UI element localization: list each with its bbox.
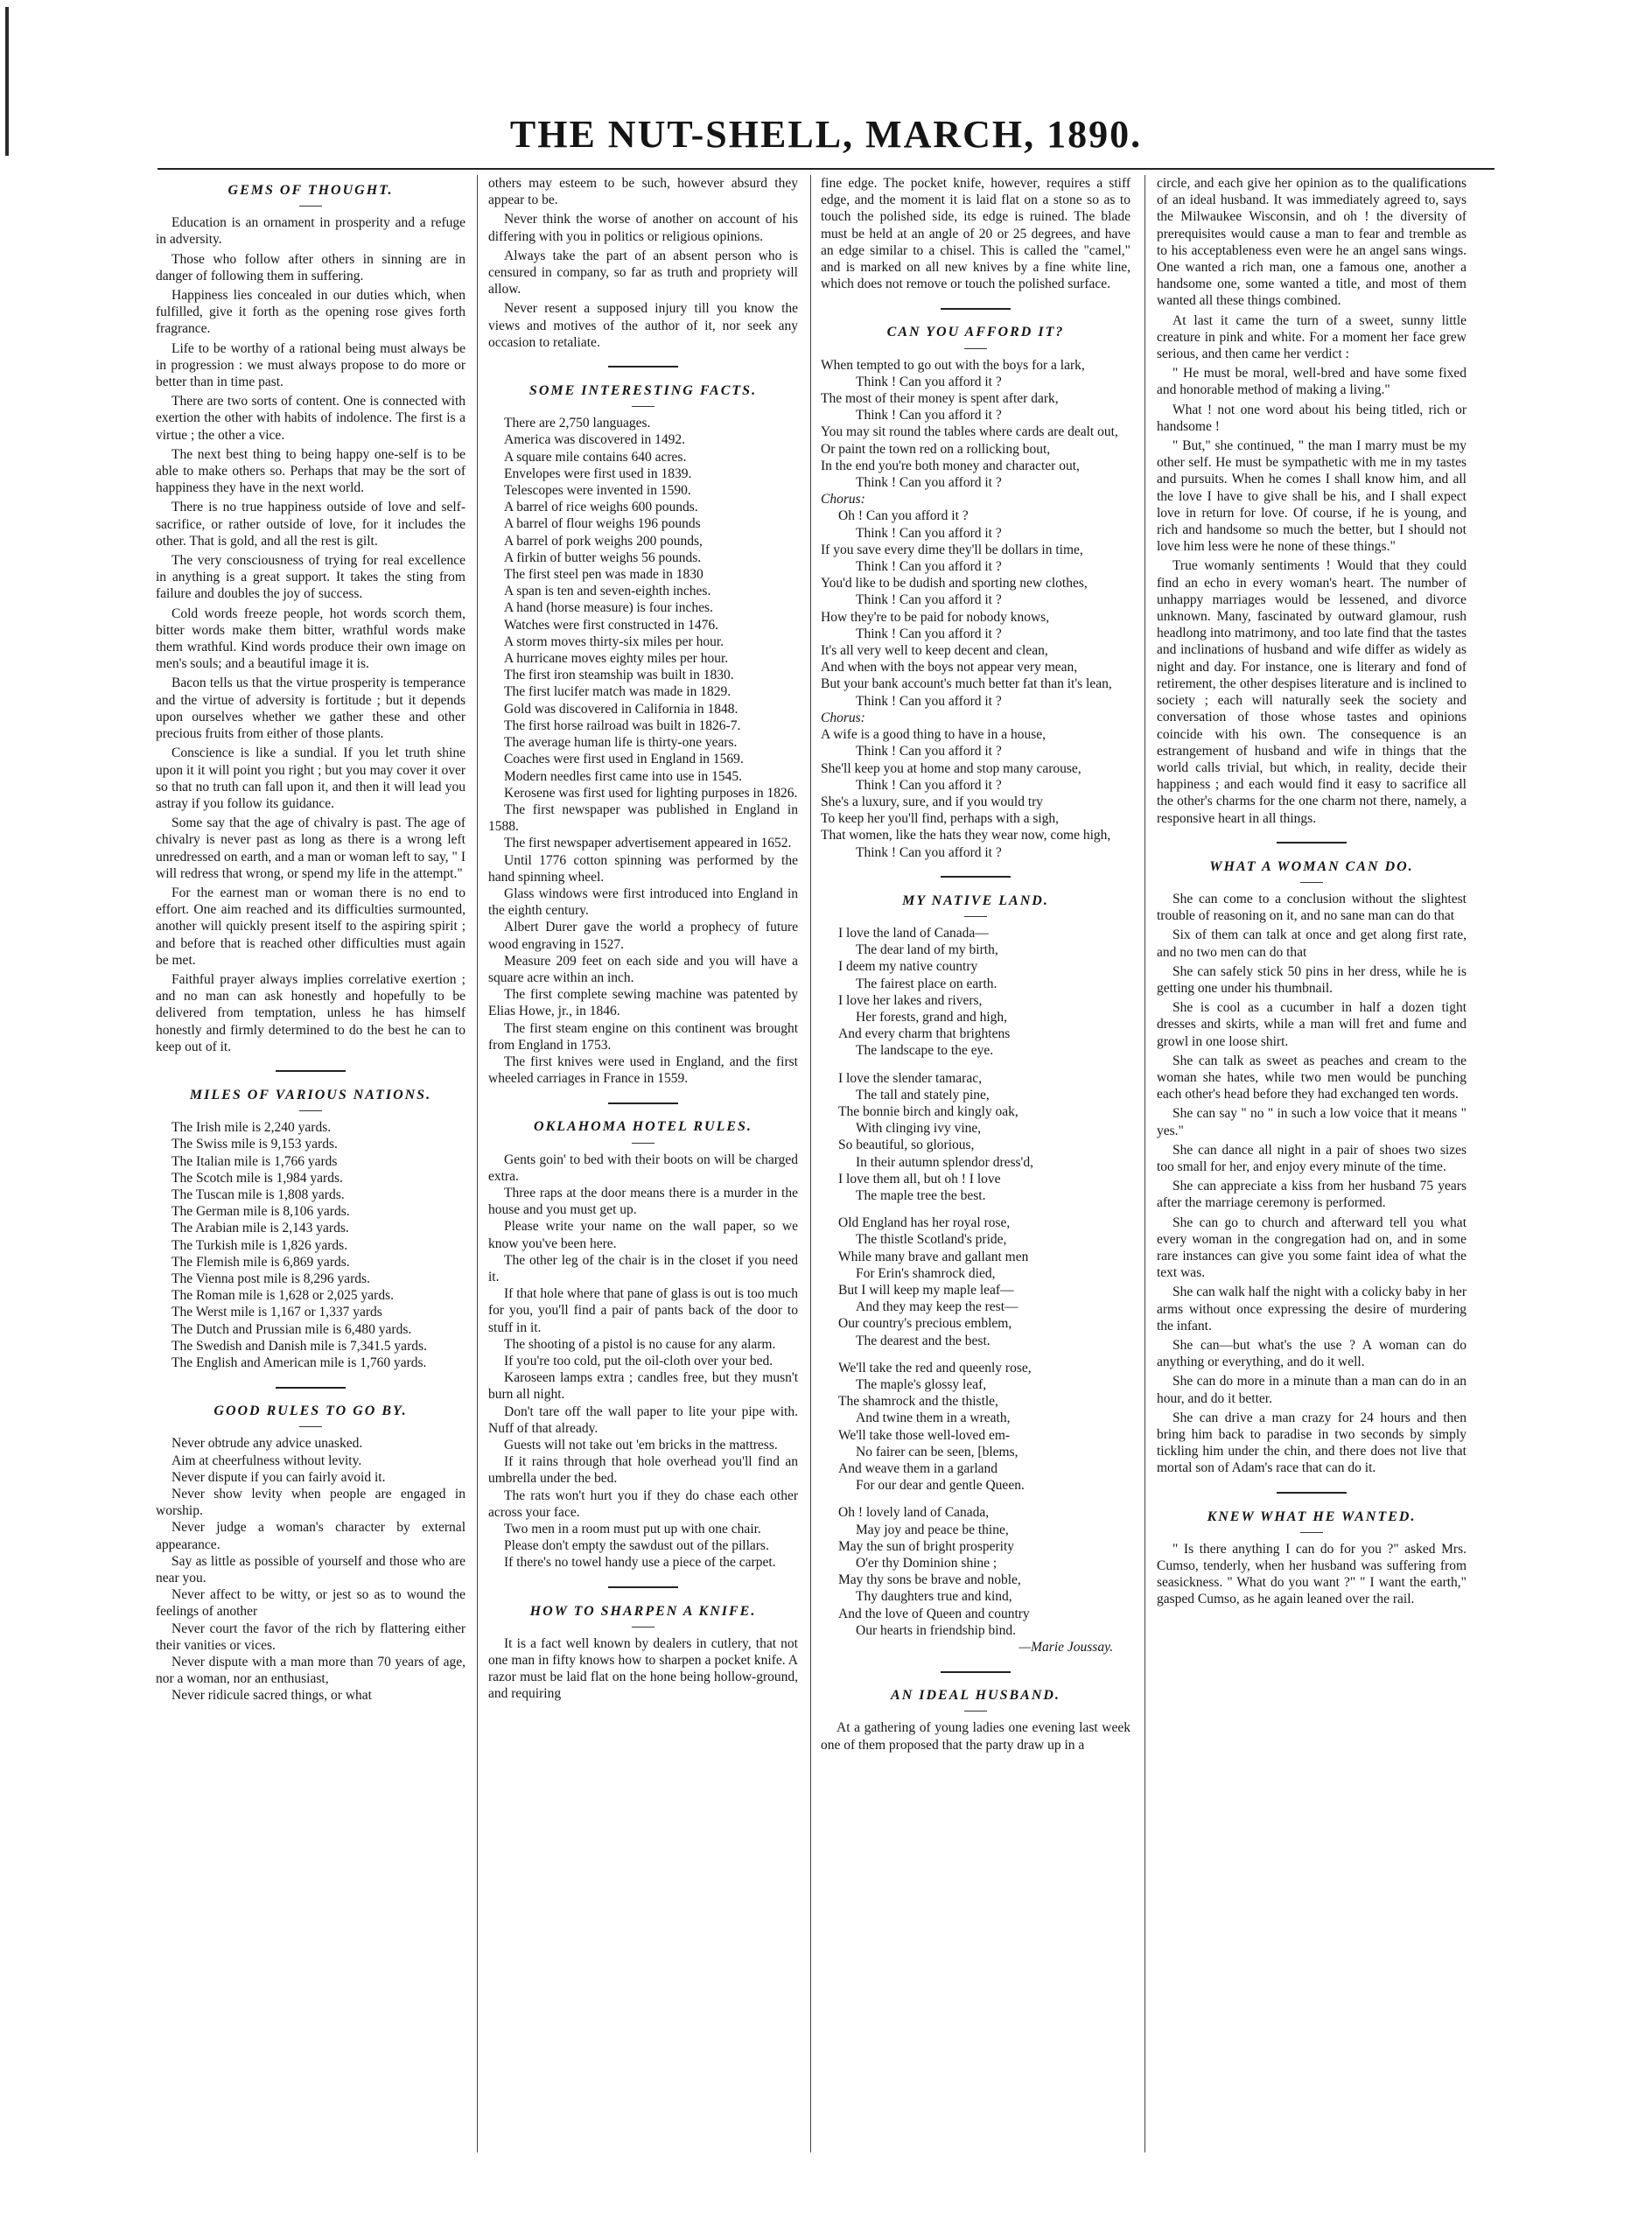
heading-dash	[488, 1139, 798, 1146]
section-separator	[488, 1584, 798, 1591]
rules-heading: GOOD RULES TO GO BY.	[214, 1404, 408, 1419]
chorus-label: Chorus:	[821, 710, 865, 725]
text-paragraph: She can safely stick 50 pins in her dress, while he is getting one under his thumbnail.	[1157, 963, 1466, 996]
verse-line: If you save every dime they'll be dollars in time,	[821, 542, 1083, 557]
text-paragraph: A storm moves thirty-six miles per hour.	[504, 634, 724, 649]
wanted-heading: KNEW WHAT HE WANTED.	[1207, 1508, 1417, 1524]
text-paragraph: She can come to a conclusion without the slightest trouble of reasoning on it, and no sane man can do that	[1157, 891, 1466, 924]
verse-line: Think ! Can you afford it ?	[856, 693, 1002, 709]
verse-line: The thistle Scotland's pride,	[856, 1232, 1007, 1248]
verse-line: We'll take the red and queenly rose,	[838, 1360, 1032, 1376]
knife-continued: fine edge. The pocket knife, however, requires a stiff edge, and the moment it is laid flat on a stone so as to touch the polished side, its edge is ruined. The blade must be held at an angle of 20 or 25 degrees, and have an edge similar to a chisel. This is called the "camel," and is marked on all new knives by a fine white line, which does not remove or touch the polished surface.	[821, 176, 1130, 292]
stanza-gap	[821, 1204, 1130, 1214]
verse-line: And every charm that brightens	[838, 1026, 1011, 1042]
verse-line: I love her lakes and rivers,	[838, 992, 983, 1008]
text-paragraph: Life to be worthy of a rational being must always be in progression : we must always propose to do more or better than in time past.	[156, 340, 466, 390]
text-paragraph: The German mile is 8,106 yards.	[172, 1204, 350, 1220]
gems-list	[156, 214, 466, 1055]
verse-line: With clinging ivy vine,	[856, 1121, 982, 1137]
land-poem	[821, 925, 1130, 1639]
text-paragraph: Until 1776 cotton spinning was performed by the hand spinning wheel.	[488, 852, 798, 885]
text-paragraph: " But," she continued, " the man I marry must be my other self. He must be sympathetic with me in my tastes and pursuits. When he comes I shall know him, and all the love I have to give shall be his, and I shall expect love in return for love. Of course, if he is young, and rich and handsome so much the better, but I should not love him less were he none of these things."	[1157, 438, 1466, 555]
heading-dash	[156, 1107, 466, 1114]
text-paragraph: Measure 209 feet on each side and you will have a square acre within an inch.	[488, 953, 798, 985]
verse-line: Think ! Can you afford it ?	[856, 744, 1002, 760]
text-paragraph: The next best thing to being happy one-self is to be able to make others so. Perhaps that may be the sort of happiness they have in the next world.	[156, 446, 466, 496]
text-paragraph: She is cool as a cucumber in half a dozen tight dresses and skirts, while a man will fret and fume and growl in one loose shirt.	[1157, 1000, 1466, 1049]
verse-line: Think ! Can you afford it ?	[856, 592, 1002, 608]
masthead-rule	[158, 168, 1494, 170]
verse-line: Think ! Can you afford it ?	[856, 559, 1002, 575]
text-paragraph: Gents goin' to bed with their boots on will be charged extra.	[488, 1152, 798, 1184]
verse-line: And when with the boys not appear very mean,	[821, 660, 1078, 676]
text-paragraph: She can go to church and afterward tell you what every woman in the congregation had on, and in some rare instances can give you some faint idea of what the text was.	[1157, 1214, 1466, 1281]
text-paragraph: A barrel of flour weighs 196 pounds	[504, 516, 701, 532]
text-paragraph: The Italian mile is 1,766 yards	[172, 1153, 338, 1169]
verse-line: For Erin's shamrock died,	[856, 1265, 996, 1281]
verse-line: In their autumn splendor dress'd,	[856, 1154, 1033, 1170]
text-paragraph: The very consciousness of trying for real excellence in anything is a great support. It takes the sting from failure and doubles the joy of success.	[156, 553, 466, 602]
text-paragraph: The first complete sewing machine was patented by Elias Howe, jr., in 1846.	[488, 987, 798, 1019]
verse-line: And weave them in a garland	[838, 1461, 998, 1477]
text-paragraph: America was discovered in 1492.	[504, 432, 686, 448]
woman-heading: WHAT A WOMAN CAN DO.	[1209, 858, 1414, 874]
rules-continued	[488, 175, 798, 351]
text-paragraph: The Tuscan mile is 1,808 yards.	[172, 1186, 345, 1202]
knife-paragraph: It is a fact well known by dealers in cutlery, that not one man in fifty knows how to sharpen a pocket knife. A razor must be laid flat on the hone being hollow-ground, and requiring	[488, 1635, 798, 1702]
text-paragraph: Some say that the age of chivalry is past. The age of chivalry is never past as long as there is a wrong left unredressed on earth, and a man or woman left to say, " I will redress that wrong, or spend my life in the attempt."	[156, 816, 466, 881]
verse-line: The most of their money is spent after dark,	[821, 391, 1059, 407]
text-paragraph: Envelopes were first used in 1839.	[504, 466, 692, 481]
verse-line: The tall and stately pine,	[856, 1087, 990, 1102]
text-paragraph: A firkin of butter weighs 56 pounds.	[504, 550, 702, 565]
verse-line: A wife is a good thing to have in a house,	[821, 727, 1046, 743]
verse-line: In the end you're both money and character out,	[821, 458, 1080, 473]
text-paragraph: Never dispute with a man more than 70 years of age, nor a woman, nor an enthusiast,	[156, 1655, 466, 1687]
verse-line: Our country's precious emblem,	[838, 1316, 1012, 1332]
verse-line: Or paint the town red on a rollicking bout,	[821, 441, 1051, 457]
text-paragraph: She can—but what's the use ? A woman can do anything or everything, and do it well.	[1157, 1338, 1466, 1370]
text-paragraph: She can walk half the night with a colicky baby in her arms without once expressing the desire of murdering the infant.	[1157, 1284, 1466, 1334]
verse-line: Think ! Can you afford it ?	[856, 374, 1002, 389]
text-paragraph: Bacon tells us that the virtue prosperity is temperance and the virtue of adversity is fortitude ; but it depends upon ourselves whether we gather these and other precious fruits from either of those plants.	[156, 676, 466, 742]
hotel-heading: OKLAHOMA HOTEL RULES.	[534, 1119, 752, 1135]
verse-line: Think ! Can you afford it ?	[856, 475, 1002, 491]
text-paragraph: There are 2,750 languages.	[504, 416, 651, 431]
verse-line: May the sun of bright prosperity	[838, 1538, 1015, 1554]
text-paragraph: She can dance all night in a pair of shoes two sizes too small for her, and enjoy every minute of the time.	[1157, 1142, 1466, 1174]
text-paragraph: There are two sorts of content. One is connected with exertion the other with habits of indolence. The first is a virtue ; the other a vice.	[156, 394, 466, 443]
text-paragraph: Kerosene was first used for lighting purposes in 1826.	[504, 785, 798, 801]
verse-line: For our dear and gentle Queen.	[856, 1478, 1025, 1494]
knife-heading: HOW TO SHARPEN A KNIFE.	[529, 1603, 757, 1619]
text-paragraph: The first lucifer match was made in 1829.	[504, 684, 732, 700]
verse-line: Old England has her royal rose,	[838, 1215, 1011, 1231]
verse-line: May thy sons be brave and noble,	[838, 1572, 1021, 1588]
text-paragraph: The Flemish mile is 6,869 yards.	[172, 1254, 350, 1270]
verse-line: We'll take those well-loved em-	[838, 1427, 1011, 1443]
text-paragraph: Never court the favor of the rich by flattering either their vanities or vices.	[156, 1620, 466, 1653]
text-paragraph: A hand (horse measure) is four inches.	[504, 600, 713, 616]
text-paragraph: The Swiss mile is 9,153 yards.	[172, 1137, 338, 1152]
text-paragraph: Never dispute if you can fairly avoid it.	[172, 1469, 386, 1485]
verse-line: So beautiful, so glorious,	[838, 1138, 975, 1153]
text-paragraph: She can talk as sweet as peaches and cream to the woman she hates, while two men would be punching each other's head before they had exchanged ten words.	[1157, 1053, 1466, 1102]
section-separator	[488, 363, 798, 370]
text-paragraph: Aim at cheerfulness without levity.	[172, 1452, 362, 1468]
verse-line: Our hearts in friendship bind.	[856, 1622, 1016, 1638]
verse-line: The maple's glossy leaf,	[856, 1377, 987, 1392]
text-paragraph: She can drive a man crazy for 24 hours and then bring him back to paradise in two seconds by simply tickling him under the chin, and there does not live that mortal son of Adam's race that can do it.	[1157, 1410, 1466, 1476]
verse-line: But I will keep my maple leaf—	[838, 1282, 1014, 1298]
gems-heading: GEMS OF THOUGHT.	[228, 183, 394, 198]
text-paragraph: The first newspaper advertisement appeared in 1652.	[504, 836, 792, 851]
text-paragraph: At last it came the turn of a sweet, sunny little creature in pink and white. For a moment her face grew serious, and then came her verdict :	[1157, 312, 1466, 362]
text-paragraph: " He must be moral, well-bred and have some fixed and honorable method of making a living."	[1157, 366, 1466, 398]
text-paragraph: Never think the worse of another on account of his differing with you in politics or religious opinions.	[488, 212, 798, 244]
verse-line: I deem my native country	[838, 959, 978, 975]
text-paragraph: The Irish mile is 2,240 yards.	[172, 1120, 332, 1136]
verse-line: And they may keep the rest—	[856, 1299, 1018, 1315]
verse-line: How they're to be paid for nobody knows,	[821, 609, 1050, 625]
woman-list	[1157, 891, 1466, 1477]
husband-heading: AN IDEAL HUSBAND.	[891, 1688, 1060, 1704]
text-paragraph: Faithful prayer always implies correlative exertion ; and no man can ask honestly and hopefully to be delivered from temptation, unless he has himself honestly and firmly determined to do the best he can to keep out of it.	[156, 971, 466, 1054]
stanza-gap	[821, 1349, 1130, 1360]
text-paragraph: A barrel of rice weighs 600 pounds.	[504, 500, 698, 515]
afford-heading: CAN YOU AFFORD IT?	[886, 325, 1065, 340]
column-3	[821, 175, 1130, 2152]
text-paragraph: The Turkish mile is 1,826 yards.	[172, 1237, 348, 1253]
text-paragraph: The first horse railroad was built in 1826-7.	[504, 718, 741, 733]
text-paragraph: If that hole where that pane of glass is out is too much for you, you'll find a pair of pants back of the door to stuff in it.	[488, 1286, 798, 1335]
text-paragraph: Always take the part of an absent person who is censured in company, so far as truth and propriety will allow.	[488, 248, 798, 298]
verse-line: The dearest and the best.	[856, 1333, 990, 1348]
verse-line: That women, like the hats they wear now, come high,	[821, 828, 1111, 844]
text-paragraph: Never ridicule sacred things, or what	[172, 1688, 372, 1704]
chorus-label: Chorus:	[821, 492, 865, 508]
text-paragraph: Those who follow after others in sinning are in danger of following them in suffering.	[156, 251, 466, 284]
miles-list	[156, 1119, 466, 1371]
verse-line: But your bank account's much better fat than it's lean,	[821, 676, 1112, 692]
verse-line: I love the slender tamarac,	[838, 1070, 982, 1086]
afford-poem	[821, 357, 1130, 861]
text-paragraph: If there's no towel handy use a piece of the carpet.	[504, 1555, 776, 1571]
verse-line: And twine them in a wreath,	[856, 1410, 1011, 1426]
text-paragraph: The first iron steamship was built in 1830.	[504, 668, 734, 683]
heading-dash	[1157, 1529, 1466, 1536]
verse-line: The dear land of my birth,	[856, 942, 998, 958]
verse-line: Think ! Can you afford it ?	[856, 408, 1002, 424]
text-paragraph: Never affect to be witty, or jest so as to wound the feelings of another	[156, 1587, 466, 1620]
text-paragraph: The first newspaper was published in England in 1588.	[488, 802, 798, 835]
text-paragraph: Two men in a room must put up with one chair.	[504, 1522, 761, 1537]
text-paragraph: What ! not one word about his being titled, rich or handsome !	[1157, 402, 1466, 434]
column-2	[488, 175, 798, 2152]
verse-line: The fairest place on earth.	[856, 976, 998, 991]
text-paragraph: Watches were first constructed in 1476.	[504, 617, 718, 633]
text-paragraph: Coaches were first used in England in 1569.	[504, 752, 744, 767]
text-paragraph: Education is an ornament in prosperity and a refuge in adversity.	[156, 215, 466, 248]
section-separator	[488, 1099, 798, 1106]
wanted-paragraph: " Is there anything I can do for you ?" asked Mrs. Cumso, tenderly, when her husband was suffering from seasickness. " What do you want ?" " I want the earth," gasped Cumso, as he again leaned over the rail.	[1157, 1541, 1466, 1607]
section-separator	[1157, 839, 1466, 846]
verse-line: Think ! Can you afford it ?	[856, 525, 1002, 541]
section-separator	[821, 1668, 1130, 1675]
verse-line: When tempted to go out with the boys for a lark,	[821, 357, 1085, 373]
text-paragraph: The Swedish and Danish mile is 7,341.5 yards.	[172, 1338, 427, 1354]
text-paragraph: Modern needles first came into use in 1545.	[504, 768, 743, 784]
text-paragraph: She can do more in a minute than a man can do in an hour, and do it better.	[1157, 1374, 1466, 1406]
heading-dash	[156, 202, 466, 209]
husband-paragraph: At a gathering of young ladies one evening last week one of them proposed that the party draw up in a	[821, 1720, 1130, 1753]
text-paragraph: A square mile contains 640 acres.	[504, 449, 687, 465]
text-paragraph: If you're too cold, put the oil-cloth over your bed.	[504, 1354, 774, 1368]
text-paragraph: A barrel of pork weighs 200 pounds,	[504, 533, 703, 549]
text-paragraph: Never show levity when people are engaged in worship.	[156, 1487, 466, 1519]
text-paragraph: Please write your name on the wall paper, so we know you've been here.	[488, 1219, 798, 1251]
text-paragraph: The shooting of a pistol is no cause for any alarm.	[504, 1336, 776, 1352]
verse-line: While many brave and gallant men	[838, 1249, 1029, 1264]
miles-heading: MILES OF VARIOUS NATIONS.	[189, 1087, 432, 1102]
hotel-list	[488, 1152, 798, 1572]
text-paragraph: Karoseen lamps extra ; candles free, but they musn't burn all night.	[488, 1370, 798, 1403]
verse-line: Think ! Can you afford it ?	[856, 777, 1002, 793]
heading-dash	[821, 913, 1130, 920]
verse-line: The landscape to the eye.	[856, 1043, 994, 1059]
text-paragraph: A span is ten and seven-eighth inches.	[504, 584, 711, 599]
text-paragraph: The rats won't hurt you if they do chase each other across your face.	[488, 1488, 798, 1520]
verse-line: She's a luxury, sure, and if you would try	[821, 794, 1044, 809]
section-separator	[1157, 1489, 1466, 1496]
text-paragraph: The Vienna post mile is 8,296 yards.	[172, 1270, 370, 1286]
text-paragraph: Albert Durer gave the world a prophecy of future wood engraving in 1527.	[488, 920, 798, 952]
land-heading: MY NATIVE LAND.	[902, 892, 1049, 908]
text-paragraph: Never obtrude any advice unasked.	[172, 1436, 363, 1452]
text-paragraph: Conscience is like a sundial. If you let truth shine upon it it will point you right ; but you may cover it over so that no truth can fall upon it, and then it will lead you astray if you follow its guidance.	[156, 746, 466, 811]
text-paragraph: For the earnest man or woman there is no end to effort. One aim reached and its difficulties surmounted, another will quickly present itself to the aspiring spirit ; and before that is reached other difficulties must again be met.	[156, 885, 466, 968]
text-paragraph: Please don't empty the sawdust out of the pillars.	[504, 1538, 769, 1554]
columns	[156, 175, 1494, 2152]
column-divider	[1144, 175, 1145, 2152]
text-paragraph: If it rains through that hole overhead you'll find an umbrella under the bed.	[488, 1454, 798, 1487]
section-separator	[821, 304, 1130, 312]
text-paragraph: The average human life is thirty-one years.	[504, 735, 738, 751]
text-paragraph: The first knives were used in England, and the first wheeled carriages in France in 1559.	[488, 1054, 798, 1087]
verse-line: Oh ! Can you afford it ?	[838, 508, 969, 524]
text-paragraph: Six of them can talk at once and get along first rate, and no two men can do that	[1157, 928, 1466, 960]
text-paragraph: A hurricane moves eighty miles per hour.	[504, 651, 729, 667]
facts-list	[488, 415, 798, 1087]
verse-line: Think ! Can you afford it ?	[856, 844, 1002, 860]
verse-line: The maple tree the best.	[856, 1187, 986, 1203]
text-paragraph: Never judge a woman's character by external appearance.	[156, 1520, 466, 1552]
text-paragraph: Gold was discovered in California in 1848.	[504, 701, 738, 717]
rules-list	[156, 1435, 466, 1704]
verse-line: I love them all, but oh ! I love	[838, 1171, 1001, 1186]
verse-line: Her forests, grand and high,	[856, 1009, 1008, 1025]
heading-dash	[821, 1707, 1130, 1714]
verse-line: The shamrock and the thistle,	[838, 1394, 998, 1410]
text-paragraph: Cold words freeze people, hot words scorch them, bitter words make them bitter, wrathful words make them wrathful. Kind words produce their own image on men's souls; and a beautiful image it is.	[156, 606, 466, 672]
text-paragraph: She can say " no " in such a low voice that it means " yes."	[1157, 1106, 1466, 1138]
text-paragraph: She can appreciate a kiss from her husband 75 years after the marriage ceremony is performed.	[1157, 1179, 1466, 1211]
heading-dash	[488, 1623, 798, 1630]
verse-line: The bonnie birch and kingly oak,	[838, 1103, 1018, 1119]
verse-line: It's all very well to keep decent and clean,	[821, 643, 1048, 659]
verse-line: To keep her you'll find, perhaps with a sigh,	[821, 811, 1060, 827]
text-paragraph: The other leg of the chair is in the closet if you need it.	[488, 1252, 798, 1284]
facts-heading: SOME INTERESTING FACTS.	[528, 383, 758, 399]
column-divider	[477, 175, 478, 2152]
verse-line: You may sit round the tables where cards are dealt out,	[821, 424, 1118, 440]
text-paragraph: circle, and each give her opinion as to the qualifications of an ideal husband. It was immediately agreed to, says the Milwaukee Wisconsin, and oh ! the diversity of prerequisites would cause a man to fear and tremble as to his acceptableness even were he an angel sans wings. One wanted a rich man, one a famous one, another a handsome one, some wanted a title, and most of them wanted all these things combined.	[1157, 176, 1466, 309]
text-paragraph: Telescopes were invented in 1590.	[504, 483, 691, 499]
text-paragraph: The Dutch and Prussian mile is 6,480 yards.	[172, 1321, 412, 1337]
text-paragraph: The Roman mile is 1,628 or 2,025 yards.	[172, 1288, 394, 1304]
heading-dash	[488, 402, 798, 410]
verse-line: Oh ! lovely land of Canada,	[838, 1505, 990, 1521]
text-paragraph: True womanly sentiments ! Would that they could find an echo in every woman's heart. The number of unhappy marriages would be lessened, and divorce unknown. Many, fascinated by outward glamour, rush headlong into matrimony, and too late find that the tastes and inclinations of husband and wife differ as widely as night and day. For instance, one is literary and fond of retirement, the other despises literature and is inclined to society ; each will naturally seek the society and conversation of those whose tastes and opinions coincide with his own. The consequence is an estrangement of husband and wife in things that the world calls trivial, but which, in reality, decide their happiness ; and each would find it easy to sacrifice all the other's charms for the one charm not there, namely, a responsive heart in all things.	[1157, 558, 1466, 826]
verse-line: Think ! Can you afford it ?	[856, 626, 1002, 641]
verse-line: And the love of Queen and country	[838, 1606, 1030, 1621]
text-paragraph: The Arabian mile is 2,143 yards.	[172, 1221, 349, 1236]
text-paragraph: Never resent a supposed injury till you know the views and motives of the author of it, nor seek any occasion to retaliate.	[488, 301, 798, 350]
section-separator	[156, 1383, 466, 1390]
column-divider	[810, 175, 811, 2152]
text-paragraph: Guests will not take out 'em bricks in the mattress.	[504, 1438, 778, 1453]
text-paragraph: others may esteem to be such, however absurd they appear to be.	[488, 176, 798, 208]
text-paragraph: There is no true happiness outside of love and self-sacrifice, or rather outside of love, for it includes the other. That is gold, and all the rest is gilt.	[156, 500, 466, 549]
text-paragraph: Happiness lies concealed in our duties which, when fulfilled, give it forth as the opening rose gives forth fragrance.	[156, 288, 466, 337]
text-paragraph: The first steam engine on this continent was brought from England in 1753.	[488, 1020, 798, 1053]
text-paragraph: Glass windows were first introduced into England in the eighth century.	[488, 886, 798, 919]
husband-continued	[1157, 175, 1466, 827]
text-paragraph: The first steel pen was made in 1830	[504, 567, 704, 583]
text-paragraph: The English and American mile is 1,760 yards.	[172, 1355, 427, 1370]
verse-line: No fairer can be seen, [blems,	[856, 1444, 1018, 1460]
heading-dash	[1157, 878, 1466, 886]
heading-dash	[156, 1423, 466, 1430]
heading-dash	[821, 345, 1130, 352]
masthead: THE NUT-SHELL, MARCH, 1890.	[509, 113, 1143, 156]
column-1	[156, 175, 466, 2152]
text-paragraph: The Scotch mile is 1,984 yards.	[172, 1170, 343, 1186]
section-separator	[156, 1068, 466, 1074]
verse-line: I love the land of Canada—	[838, 925, 989, 941]
text-paragraph: Don't tare off the wall paper to lite your pipe with. Nuff of that already.	[488, 1404, 798, 1436]
verse-line: O'er thy Dominion shine ;	[856, 1556, 998, 1572]
verse-line: You'd like to be dudish and sporting new clothes,	[821, 576, 1088, 592]
column-4	[1157, 175, 1466, 2152]
stanza-gap	[821, 1494, 1130, 1504]
verse-line: She'll keep you at home and stop many carouse,	[821, 760, 1082, 776]
poem-signature: —Marie Joussay.	[1018, 1640, 1113, 1656]
verse-line: Thy daughters true and kind,	[856, 1589, 1012, 1605]
text-paragraph: Say as little as possible of yourself and those who are near you.	[156, 1553, 466, 1586]
stanza-gap	[821, 1060, 1130, 1070]
text-paragraph: The Werst mile is 1,167 or 1,337 yards	[172, 1305, 382, 1320]
section-separator	[821, 873, 1130, 880]
text-paragraph: Three raps at the door means there is a murder in the house and you must get up.	[488, 1185, 798, 1218]
verse-line: May joy and peace be thine,	[856, 1522, 1009, 1537]
